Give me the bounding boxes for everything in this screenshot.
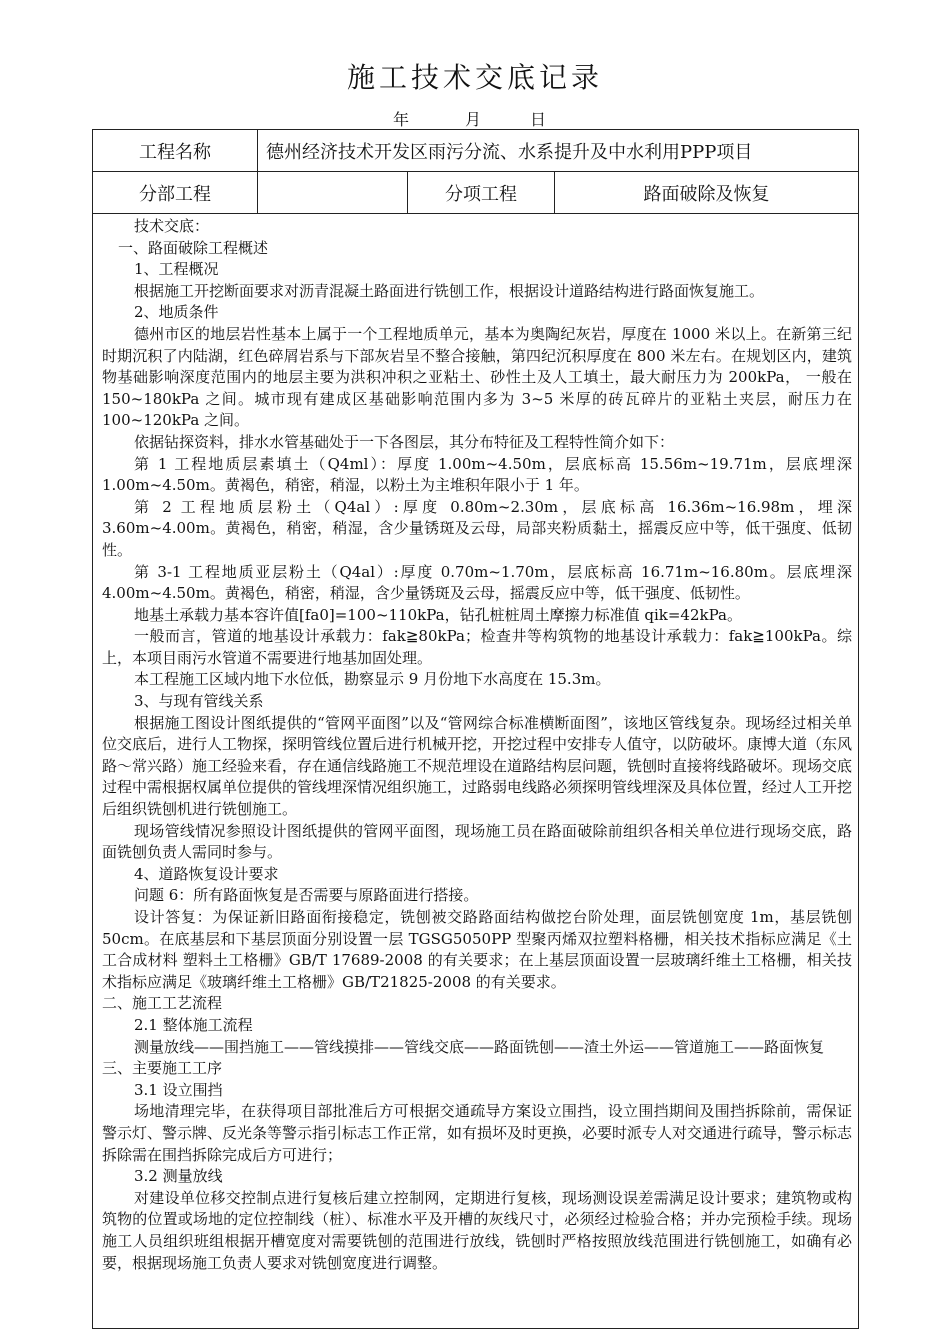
paragraph: 本工程施工区域内地下水位低，勘察显示 9 月份地下水高度在 15.3m。 xyxy=(134,670,611,689)
section-heading: 三、主要施工工序 xyxy=(102,1059,223,1078)
disclosure-content xyxy=(102,216,852,1274)
paragraph: 依据钻探资料，排水水管基础处于一下各图层，其分布特征及工程特性简介如下： xyxy=(134,432,675,451)
subitem-label: 分项工程 xyxy=(445,183,517,205)
content-label: 技术交底： xyxy=(134,217,210,235)
document-title: 施工技术交底记录 xyxy=(346,61,603,94)
paragraph: 地基土承载力基本容许值[fa0]=100~110kPa，钻孔桩桩周土摩擦力标准值 qik=42kPa。 xyxy=(134,605,742,624)
paragraph: 第 2 工程地质层粉土（Q4al）:厚度 0.80m~2.30m，层底标高 16.36m~16.98m，埋深 3.60m~4.00m。黄褐色，稍密，稍湿，含少量锈斑及云母，局部夹粉质黏土，摇震反应中等，低干强度、低韧性。 xyxy=(102,497,852,559)
paragraph: 问题 6：所有路面恢复是否需要与原路面进行搭接。 xyxy=(134,886,479,905)
paragraph: 对建设单位移交控制点进行复核后建立控制网，定期进行复核，现场测设误差需满足设计要求；建筑物或构筑物的位置或场地的定位控制线（桩）、标准水平及开槽的灰线尺寸，必须经过检验合格；并办完预检手续。现场施工人员组织班组根据开槽宽度对需要铣刨的范围进行放线，铣刨时严格按照放线范围进行铣刨施工，如确有必要，根据现场施工负责人要求对铣刨宽度进行调整。 xyxy=(102,1188,852,1272)
subsection-heading: 3.2 测量放线 xyxy=(134,1167,223,1186)
project-name-label: 工程名称 xyxy=(139,141,211,163)
paragraph: 第 3-1 工程地质亚层粉土（Q4al）:厚度 0.70m~1.70m，层底标高 16.71m~16.80m。层底埋深 4.00m~4.50m。黄褐色，稍密，稍湿，含少量锈斑及云母，摇震反应中等，低干强度、低韧性。 xyxy=(102,562,852,603)
paragraph: 测量放线——围挡施工——管线摸排——管线交底——路面铣刨——渣土外运——管道施工——路面恢复 xyxy=(134,1037,825,1056)
date-year: 年 xyxy=(393,110,410,129)
paragraph: 场地清理完毕，在获得项目部批准后方可根据交通疏导方案设立围挡，设立围挡期间及围挡拆除前，需保证警示灯、警示牌、反光条等警示指引标志工作正常，如有损坏及时更换，必要时派专人对交通进行疏导，警示标志拆除需在围挡拆除完成后方可进行； xyxy=(102,1102,853,1164)
date-month: 月 xyxy=(465,110,482,129)
paragraph: 现场管线情况参照设计图纸提供的管网平面图，现场施工员在路面破除前组织各相关单位进行现场交底，路面铣刨负责人需同时参与。 xyxy=(102,821,852,862)
subsection-heading: 3、与现有管线关系 xyxy=(134,692,264,711)
paragraph: 设计答复：为保证新旧路面衔接稳定，铣刨被交路路面结构做挖台阶处理，面层铣刨宽度 1m，基层铣刨 50cm。在底基层和下基层顶面分别设置一层 TGSG5050PP 型聚丙烯双拉塑料格栅，相关技术指标应满足《土工合成材料 塑料土工格栅》GB/T 17689-2008 的有关要求；在上基层顶面设置一层玻璃纤维土工格栅，相关技术指标应满足《玻璃纤维土工格栅》GB/T21825-2008 的有关要求。 xyxy=(102,908,852,991)
subsection-heading: 3.1 设立围挡 xyxy=(134,1080,223,1099)
row-divider xyxy=(93,213,858,214)
section-heading: 二、施工工艺流程 xyxy=(102,994,223,1013)
division-label: 分部工程 xyxy=(139,183,211,205)
subitem-value: 路面破除及恢复 xyxy=(643,183,770,205)
record-table xyxy=(92,129,859,1329)
project-name-value: 德州经济技术开发区雨污分流、水系提升及中水利用PPP项目 xyxy=(266,141,753,163)
paragraph: 德州市区的地层岩性基本上属于一个工程地质单元，基本为奥陶纪灰岩，厚度在 1000 米以上。在新第三纪时期沉积了内陆湖，红色碎屑岩系与下部灰岩呈不整合接触，第四纪沉积厚度在 800 米左右。在规划区内，建筑物基础影响深度范围内的地层主要为洪积冲积之亚粘土、砂性土及人工填土，最大耐压力为 200kPa， 一般在 150~180kPa 之间。城市现有建成区基础影响范围内多为 3~5 米厚的砖瓦碎片的亚粘土夹层，耐压力在 100~120kPa 之间。 xyxy=(102,324,852,430)
paragraph: 根据施工开挖断面要求对沥青混凝土路面进行铣刨工作，根据设计道路结构进行路面恢复施工。 xyxy=(134,281,765,300)
subsection-heading: 2.1 整体施工流程 xyxy=(134,1015,253,1034)
subsection-heading: 2、地质条件 xyxy=(134,303,219,322)
date-day: 日 xyxy=(530,110,547,129)
paragraph: 根据施工图设计图纸提供的“管网平面图”以及“管网综合标准横断面图”，该地区管线复杂。现场经过相关单位交底后，进行人工物探，探明管线位置后进行机械开挖，开挖过程中安排专人值守，以防破坏。康博大道（东风路～常兴路）施工经验来看，存在通信线路施工不规范埋设在道路结构层问题，铣刨时直接将线路破坏。现场交底过程中需根据权属单位提供的管线埋深情况组织施工，过路弱电线路必须探明管线埋深及具体位置，经过人工开挖后组织铣刨机进行铣刨施工。 xyxy=(102,713,853,819)
subsection-heading: 1、工程概况 xyxy=(134,260,219,279)
section-heading: 一、路面破除工程概述 xyxy=(118,238,269,257)
paragraph: 第 1 工程地质层素填土（Q4ml）：厚度 1.00m~4.50m，层底标高 15.56m~19.71m，层底埋深 1.00m~4.50m。黄褐色，稍密，稍湿，以粉土为主堆积年限小于 1 年。 xyxy=(102,454,852,495)
subsection-heading: 4、道路恢复设计要求 xyxy=(134,864,279,883)
paragraph: 一般而言，管道的地基设计承载力：fak≧80kPa；检查井等构筑物的地基设计承载力：fak≧100kPa。综上，本项目雨污水管道不需要进行地基加固处理。 xyxy=(102,627,852,667)
division-value xyxy=(258,172,407,213)
